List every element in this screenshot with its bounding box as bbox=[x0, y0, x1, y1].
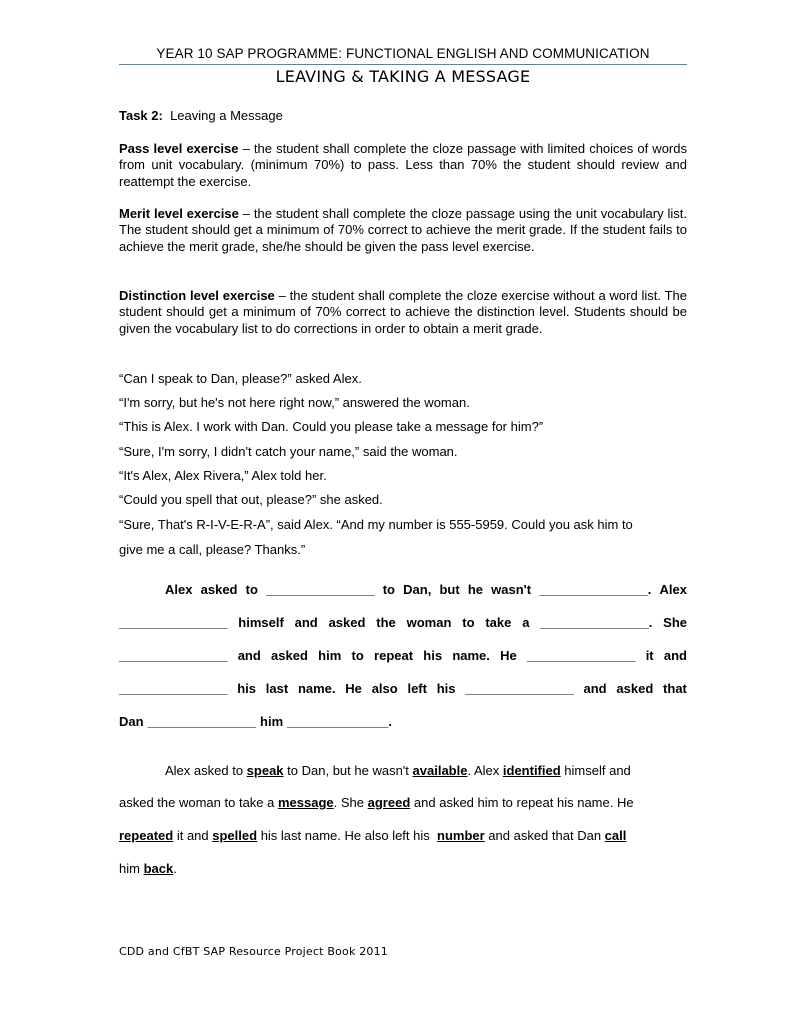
cloze-word: that bbox=[663, 681, 687, 696]
cloze-word: He bbox=[345, 681, 362, 696]
answer-word: speak bbox=[246, 763, 284, 778]
cloze-word: woman bbox=[406, 615, 452, 630]
cloze-word: and bbox=[583, 681, 607, 696]
cloze-word: also bbox=[371, 681, 398, 696]
cloze-line bbox=[119, 615, 687, 630]
cloze-word: She bbox=[663, 615, 687, 630]
cloze-blank[interactable]: _______________ bbox=[119, 648, 228, 663]
dialogue-line: “It's Alex, Alex Rivera,” Alex told her. bbox=[119, 468, 327, 483]
answer-line bbox=[119, 828, 687, 843]
cloze-word: take bbox=[485, 615, 512, 630]
cloze-word: it bbox=[645, 648, 654, 663]
page-footer: CDD and CfBT SAP Resource Project Book 2011 bbox=[119, 945, 389, 958]
distinction-level-text: – the student shall complete the cloze exercise without a word list. The student should get a minimum of 70% correct to achieve the distinction level. Students should be given the vocabulary list to do corrections in order to obtain a merit grade. bbox=[119, 288, 687, 336]
cloze-blank[interactable]: _______________ bbox=[119, 615, 228, 630]
dialogue-line: give me a call, please? Thanks.” bbox=[119, 542, 306, 557]
cloze-blank[interactable]: ______________. bbox=[287, 714, 392, 729]
cloze-blank[interactable]: _______________ bbox=[147, 714, 257, 729]
answer-text: asked the woman to take a message. She agreed and asked him to repeat his name. He bbox=[119, 795, 634, 810]
cloze-word: him bbox=[260, 714, 284, 729]
dialogue-line: “This is Alex. I work with Dan. Could you please take a message for him?” bbox=[119, 419, 544, 434]
answer-line bbox=[119, 861, 687, 876]
answer-text: Alex asked to speak to Dan, but he wasn't available. Alex identified himself and bbox=[165, 763, 631, 778]
pass-level-label: Pass level exercise bbox=[119, 141, 239, 156]
cloze-word: to bbox=[382, 582, 395, 597]
answer-word: agreed bbox=[367, 795, 411, 810]
cloze-word: left bbox=[407, 681, 427, 696]
answer-word: identified bbox=[502, 763, 561, 778]
task-label: Task 2: bbox=[119, 108, 163, 123]
answer-word: message bbox=[278, 795, 334, 810]
cloze-blank[interactable]: _______________ bbox=[119, 681, 228, 696]
cloze-word: Alex bbox=[165, 582, 193, 597]
answer-word: back bbox=[143, 861, 174, 876]
cloze-word: himself bbox=[238, 615, 284, 630]
cloze-word: him bbox=[318, 648, 342, 663]
cloze-word: wasn't bbox=[491, 582, 532, 597]
pass-level-text: – the student shall complete the cloze passage with limited choices of words from unit vocabulary. (minimum 70%) to pass. Less than 70% the student should review and reattempt the exercise. bbox=[119, 141, 687, 189]
cloze-word: a bbox=[522, 615, 530, 630]
merit-level-paragraph bbox=[119, 206, 687, 255]
cloze-line bbox=[119, 648, 687, 663]
cloze-line bbox=[119, 681, 687, 696]
cloze-word: Alex bbox=[659, 582, 687, 597]
cloze-word: and bbox=[663, 648, 687, 663]
cloze-word: Dan, bbox=[403, 582, 432, 597]
cloze-word: his bbox=[237, 681, 257, 696]
task-heading bbox=[119, 108, 283, 123]
dialogue-line: “Could you spell that out, please?” she asked. bbox=[119, 492, 383, 507]
cloze-line bbox=[119, 582, 687, 597]
cloze-word: his bbox=[436, 681, 456, 696]
cloze-blank[interactable]: _______________ bbox=[527, 648, 636, 663]
answer-word: call bbox=[604, 828, 627, 843]
cloze-word: his bbox=[423, 648, 443, 663]
cloze-blank[interactable]: _______________. bbox=[539, 582, 652, 597]
programme-header: YEAR 10 SAP PROGRAMME: FUNCTIONAL ENGLISH AND COMMUNICATION bbox=[156, 46, 650, 61]
cloze-word: repeat bbox=[374, 648, 414, 663]
answer-word: available bbox=[412, 763, 468, 778]
cloze-word: name. bbox=[452, 648, 490, 663]
cloze-blank[interactable]: _______________. bbox=[540, 615, 653, 630]
cloze-word: asked bbox=[616, 681, 654, 696]
cloze-word: he bbox=[467, 582, 484, 597]
pass-level-paragraph bbox=[119, 141, 687, 190]
cloze-word: asked bbox=[328, 615, 366, 630]
cloze-line bbox=[119, 714, 687, 729]
distinction-level-label: Distinction level exercise bbox=[119, 288, 275, 303]
cloze-word: and bbox=[237, 648, 261, 663]
answer-word: repeated bbox=[119, 828, 174, 843]
dialogue-line: “I'm sorry, but he's not here right now,” answered the woman. bbox=[119, 395, 470, 410]
answer-word: number bbox=[437, 828, 485, 843]
answer-text: repeated it and spelled his last name. He also left his number and asked that Dan call bbox=[119, 828, 627, 843]
dialogue-line: “Can I speak to Dan, please?” asked Alex. bbox=[119, 371, 362, 386]
cloze-word: to bbox=[351, 648, 364, 663]
dialogue-line: “Sure, I'm sorry, I didn't catch your name,” said the woman. bbox=[119, 444, 458, 459]
cloze-word: Dan bbox=[119, 714, 144, 729]
cloze-blank[interactable]: _______________ bbox=[266, 582, 375, 597]
cloze-word: to bbox=[245, 582, 258, 597]
dialogue-line: “Sure, That's R-I-V-E-R-A”, said Alex. “And my number is 555-5959. Could you ask him to bbox=[119, 517, 633, 532]
merit-level-text: – the student shall complete the cloze passage using the unit vocabulary list. The student should get a minimum of 70% correct to achieve the merit grade. If the student fails to achieve the merit grade, she/he should be given the pass level exercise. bbox=[119, 206, 687, 254]
cloze-word: but bbox=[439, 582, 460, 597]
cloze-word: to bbox=[462, 615, 475, 630]
cloze-blank[interactable]: _______________ bbox=[465, 681, 574, 696]
answer-word: spelled bbox=[212, 828, 258, 843]
cloze-word: name. bbox=[297, 681, 336, 696]
cloze-word: He bbox=[500, 648, 517, 663]
cloze-word: last bbox=[265, 681, 289, 696]
cloze-word: and bbox=[294, 615, 318, 630]
distinction-level-paragraph bbox=[119, 288, 687, 337]
task-name: Leaving a Message bbox=[170, 108, 283, 123]
answer-text: him back. bbox=[119, 861, 177, 876]
answer-line bbox=[119, 795, 687, 810]
cloze-word: asked bbox=[271, 648, 308, 663]
cloze-word: the bbox=[376, 615, 396, 630]
document-title: LEAVING & TAKING A MESSAGE bbox=[275, 67, 531, 86]
header-rule bbox=[119, 64, 687, 65]
cloze-word: asked bbox=[200, 582, 238, 597]
answer-line bbox=[119, 763, 687, 778]
merit-level-label: Merit level exercise bbox=[119, 206, 239, 221]
